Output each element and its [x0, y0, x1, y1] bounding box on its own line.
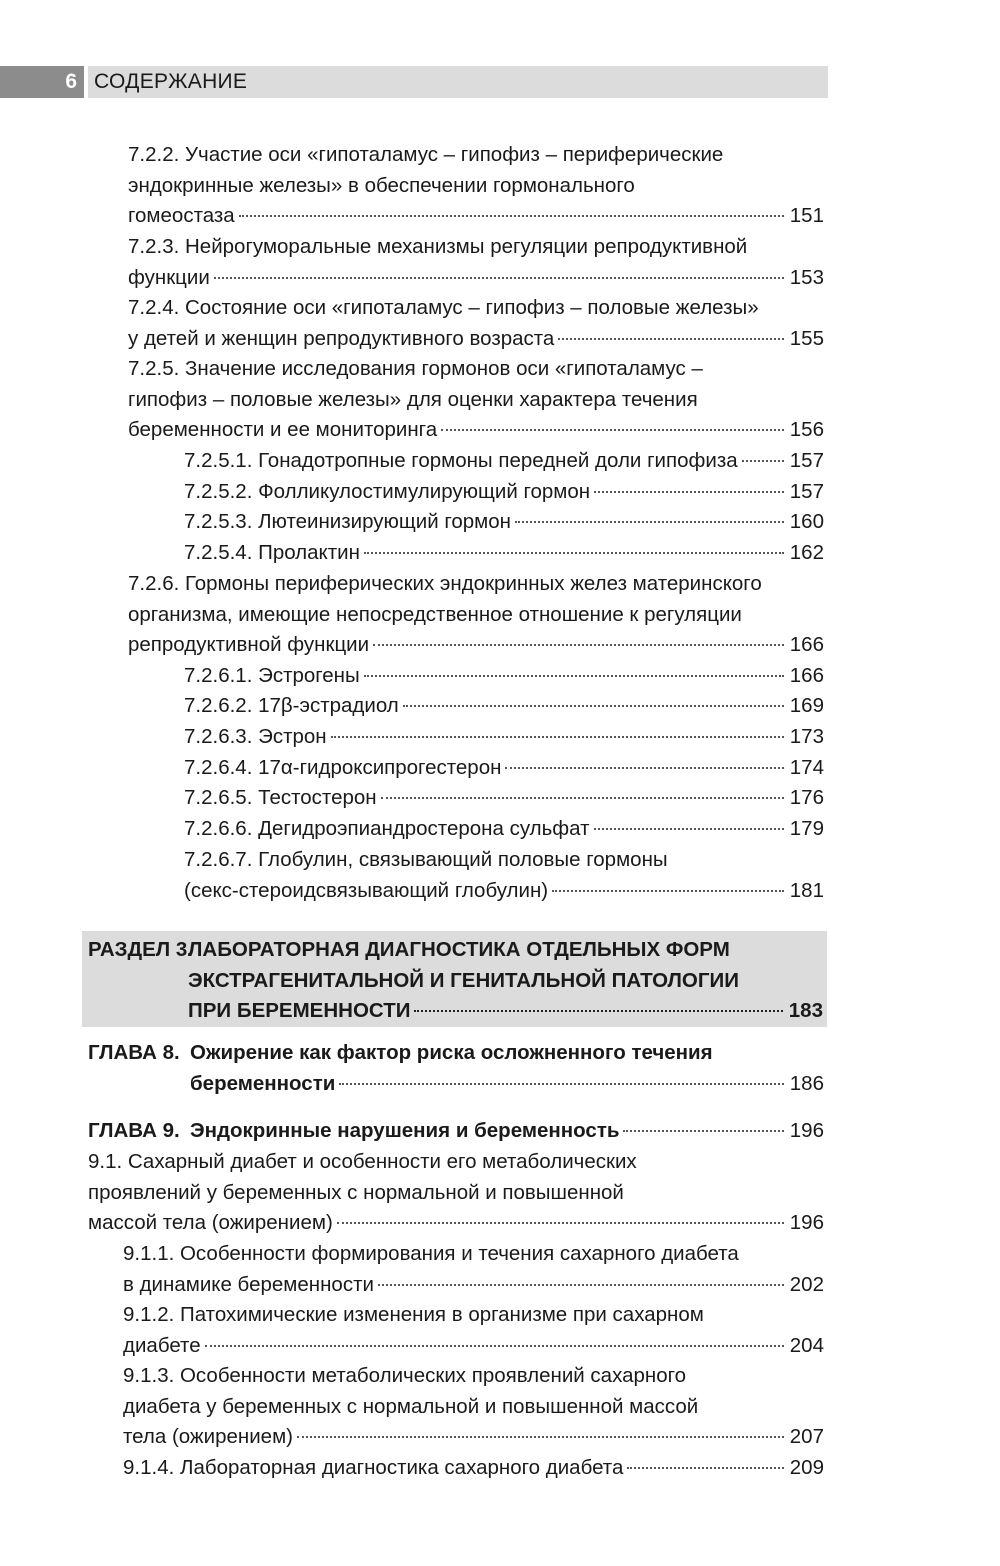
chapter-8-label: ГЛАВА 8.	[88, 1041, 180, 1064]
leader-dots	[364, 675, 784, 677]
toc-entry-text: (секс-стероидсвязывающий глобулин)	[184, 878, 549, 902]
toc-page-number: 157	[789, 480, 824, 503]
chapter-page-number: 186	[789, 1071, 824, 1095]
toc-entry[interactable]	[184, 477, 824, 508]
toc-entry-text: 7.2.5.1. Гонадотропные гормоны передней доли гипофиза	[184, 449, 738, 472]
leader-dots	[515, 521, 784, 523]
toc-entry-text: в динамике беременности	[123, 1272, 374, 1296]
section-title-line: ЛАБОРАТОРНАЯ ДИАГНОСТИКА ОТДЕЛЬНЫХ ФОРМ	[188, 938, 730, 961]
toc-entry-text: организма, имеющие непосредственное отношение к регуляции	[128, 602, 742, 626]
toc-entry-text: диабета у беременных с нормальной и повышенной массой	[123, 1394, 699, 1418]
section-page-number: 183	[788, 999, 823, 1023]
toc-entry-text: 7.2.5. Значение исследования гормонов оси «гипоталамус –	[128, 357, 703, 380]
toc-page-number: 157	[789, 449, 824, 472]
toc-entry[interactable]	[123, 1361, 824, 1453]
toc-page-number: 169	[789, 694, 824, 717]
toc-page-number: 155	[789, 326, 824, 350]
toc-entry[interactable]	[184, 538, 824, 569]
toc-entry-text: 9.1.1. Особенности формирования и течения сахарного диабета	[123, 1242, 739, 1265]
toc-page-number: 181	[789, 878, 824, 902]
toc-page-number: 174	[789, 756, 824, 779]
toc-entry-text: 7.2.4. Состояние оси «гипоталамус – гипофиз – половые железы»	[128, 296, 759, 319]
toc-entry-text: 9.1. Сахарный диабет и особенности его метаболических	[88, 1150, 637, 1173]
toc-entry[interactable]	[88, 1147, 824, 1239]
leader-dots	[373, 644, 784, 646]
toc-entry-text: 9.1.2. Патохимические изменения в организме при сахарном	[123, 1303, 704, 1326]
toc-page-number: 173	[789, 725, 824, 748]
toc-entry[interactable]	[128, 232, 824, 293]
toc-entry[interactable]	[128, 354, 824, 446]
toc-entry-text: 7.2.6.5. Тестостерон	[184, 786, 377, 809]
toc-page-number: 162	[789, 541, 824, 564]
toc-entry-text: проявлений у беременных с нормальной и повышенной	[88, 1180, 624, 1204]
page-header	[0, 66, 828, 98]
toc-entry-text: 7.2.5.3. Лютеинизирующий гормон	[184, 510, 511, 533]
toc-entry[interactable]	[128, 293, 824, 354]
toc-entry-text: диабете	[123, 1333, 201, 1357]
toc-entry[interactable]	[184, 814, 824, 845]
leader-dots	[403, 705, 784, 707]
chapter-title-line: Ожирение как фактор риска осложненного течения	[190, 1041, 713, 1064]
chapter-page-number: 196	[789, 1119, 824, 1142]
toc-page-number: 176	[789, 786, 824, 809]
toc-entry[interactable]	[184, 783, 824, 814]
toc-entry[interactable]	[184, 722, 824, 753]
chapter-9-entry[interactable]	[190, 1116, 824, 1147]
toc-entry-text: беременности и ее мониторинга	[128, 418, 438, 442]
toc-entry[interactable]	[123, 1453, 824, 1484]
toc-entry[interactable]	[184, 691, 824, 722]
leader-dots	[339, 1083, 783, 1085]
toc-entry-text: 9.1.4. Лабораторная диагностика сахарного диабета	[123, 1456, 624, 1479]
chapter-8-entry[interactable]	[190, 1038, 824, 1099]
toc-entry-text: 7.2.6.2. 17β-эстрадиол	[184, 694, 399, 717]
leader-dots	[505, 767, 783, 769]
section-3-block[interactable]	[82, 931, 827, 1027]
toc-entry-text: 7.2.2. Участие оси «гипоталамус – гипофиз – периферические	[128, 143, 724, 166]
toc-page-number: 160	[789, 510, 824, 533]
toc-page-number: 166	[789, 633, 824, 657]
toc-entry-text: 7.2.5.4. Пролактин	[184, 541, 360, 564]
chapter-9-label: ГЛАВА 9.	[88, 1119, 180, 1142]
toc-entry-text: 7.2.5.2. Фолликулостимулирующий гормон	[184, 480, 591, 503]
toc-entry[interactable]	[184, 753, 824, 784]
toc-page-number: 204	[789, 1333, 824, 1357]
toc-entry-text: 7.2.3. Нейрогуморальные механизмы регуляции репродуктивной	[128, 235, 748, 258]
toc-entry-text: гипофиз – половые железы» для оценки характера течения	[128, 387, 698, 411]
toc-entry[interactable]	[128, 140, 824, 232]
toc-entry-text: тела (ожирением)	[123, 1425, 293, 1449]
leader-dots	[594, 828, 784, 830]
section-label: РАЗДЕЛ 3.	[88, 938, 193, 961]
leader-dots	[364, 552, 784, 554]
toc-entry-text: у детей и женщин репродуктивного возраста	[128, 326, 555, 350]
toc-entry-text: функции	[128, 265, 210, 289]
leader-dots	[205, 1345, 784, 1347]
chapter-title-line: беременности	[190, 1071, 336, 1095]
toc-entry[interactable]	[128, 569, 824, 661]
toc-entry-text: репродуктивной функции	[128, 633, 370, 657]
toc-entry-text: массой тела (ожирением)	[88, 1211, 333, 1235]
leader-dots	[627, 1467, 783, 1469]
leader-dots	[337, 1222, 784, 1224]
page-title: СОДЕРЖАНИЕ	[88, 66, 828, 98]
toc-page-number: 153	[789, 265, 824, 289]
toc-entry[interactable]	[184, 661, 824, 692]
toc-page-number: 209	[789, 1456, 824, 1479]
leader-dots	[558, 338, 783, 340]
toc-entry-text: эндокринные железы» в обеспечении гормонального	[128, 173, 635, 197]
leader-dots	[378, 1284, 784, 1286]
leader-dots	[297, 1436, 784, 1438]
toc-page-number: 202	[789, 1272, 824, 1296]
toc-entry-text: 7.2.6.7. Глобулин, связывающий половые гормоны	[184, 848, 668, 871]
leader-dots	[331, 736, 784, 738]
leader-dots	[239, 215, 784, 217]
toc-entry-text: 7.2.6.3. Эстрон	[184, 725, 327, 748]
chapter-title-line: Эндокринные нарушения и беременность	[190, 1119, 620, 1142]
toc-entry-text: 7.2.6.1. Эстрогены	[184, 664, 360, 687]
toc-entry[interactable]	[123, 1300, 824, 1361]
leader-dots	[623, 1130, 783, 1132]
leader-dots	[742, 460, 784, 462]
leader-dots	[441, 429, 784, 431]
toc-page-number: 179	[789, 817, 824, 840]
toc-entry-text: 7.2.6.6. Дегидроэпиандростерона сульфат	[184, 817, 590, 840]
leader-dots	[414, 1010, 782, 1012]
toc-page-number: 151	[789, 204, 824, 228]
leader-dots	[594, 491, 784, 493]
leader-dots	[381, 797, 784, 799]
leader-dots	[214, 277, 784, 279]
toc-page-number: 196	[789, 1211, 824, 1235]
toc-page-number: 156	[789, 418, 824, 442]
toc-entry-text: гомеостаза	[128, 204, 235, 228]
toc-entry[interactable]	[184, 507, 824, 538]
toc-entry-text: 7.2.6.4. 17α-гидроксипрогестерон	[184, 756, 502, 779]
toc-entry-text: 7.2.6. Гормоны периферических эндокринных желез материнского	[128, 572, 762, 595]
page-number: 6	[0, 66, 84, 98]
toc-entry[interactable]	[184, 845, 824, 906]
toc-entry[interactable]	[123, 1239, 824, 1300]
section-title-line: ЭКСТРАГЕНИТАЛЬНОЙ И ГЕНИТАЛЬНОЙ ПАТОЛОГИИ	[188, 968, 739, 992]
toc-page-number: 207	[789, 1425, 824, 1449]
section-title-line: ПРИ БЕРЕМЕННОСТИ	[188, 999, 411, 1023]
leader-dots	[552, 890, 784, 892]
toc-entry[interactable]	[184, 446, 824, 477]
toc-entry-text: 9.1.3. Особенности метаболических проявлений сахарного	[123, 1364, 687, 1387]
toc-page-number: 166	[789, 664, 824, 687]
